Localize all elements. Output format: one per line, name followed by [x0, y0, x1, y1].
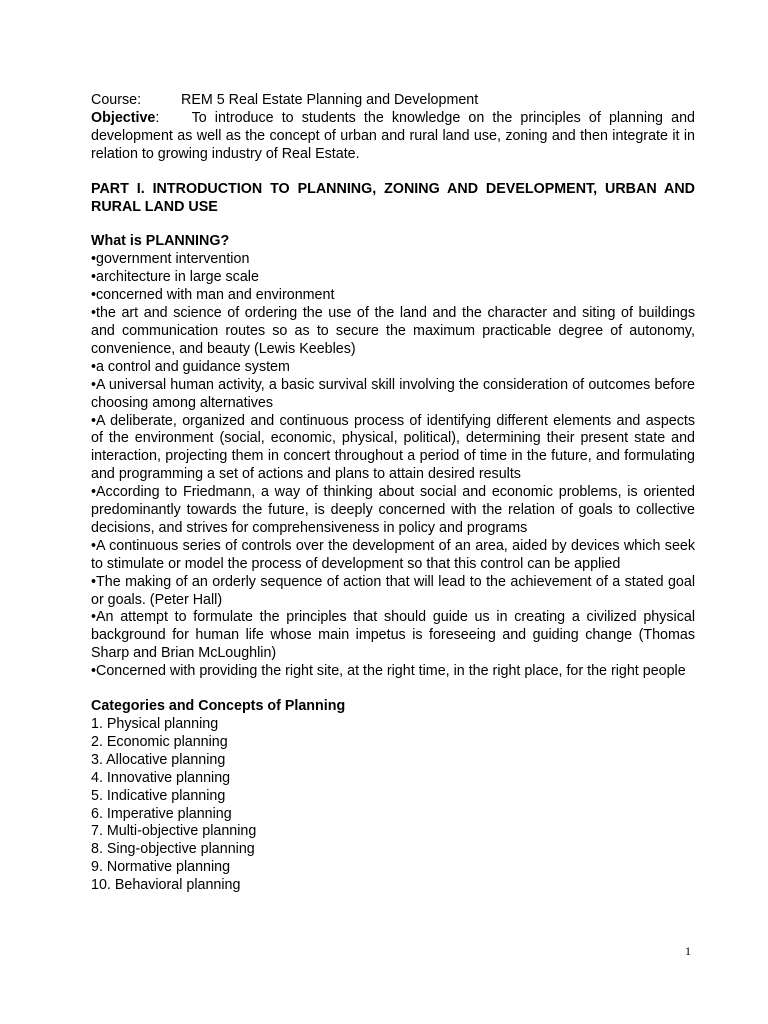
course-line: Course: REM 5 Real Estate Planning and Development [91, 92, 479, 108]
list-item: 8. Sing-objective planning [91, 841, 255, 858]
list-item: 5. Indicative planning [91, 787, 226, 804]
list-item: •architecture in large scale [91, 269, 259, 286]
objective-label: Objective [91, 109, 156, 126]
objective-paragraph: Objective: To introduce to students the knowledge on the principles of planning and development as well as the concept of urban and rural land use, zoning and then integrate it in relation to growing industry of Real Estate. [91, 109, 695, 162]
list-item: 7. Multi-objective planning [91, 823, 257, 840]
list-item: 2. Economic planning [91, 733, 228, 750]
list-item: •An attempt to formulate the principles that should guide us in creating a civilized physical background for human life whose main impetus is foreseeing and guiding change (Thomas Sharp and Brian McLoughlin) [91, 609, 695, 662]
planning-heading: What is PLANNING? [91, 233, 230, 250]
list-item: •The making of an orderly sequence of action that will lead to the achievement of a stated goal or goals. (Peter Hall) [91, 573, 695, 608]
list-item: •Concerned with providing the right site, at the right time, in the right place, for the right people [91, 663, 686, 680]
list-item: •A deliberate, organized and continuous process of identifying different elements and aspects of the environment (social, economic, physical, political), determining their present state and interaction, projecting them in concert throughout a period of time in the future, and formulating and programming a set of actions and plans to attain desired results [91, 412, 695, 483]
objective-text: To introduce to students the knowledge on the principles of planning and development as well as the concept of urban and rural land use, zoning and then integrate it in relation to growing industry of Real Estate. [91, 109, 695, 162]
list-item: •According to Friedmann, a way of thinking about social and economic problems, is oriented predominantly towards the future, is deeply concerned with the relation of goals to collective decisions, and strives for comprehensiveness in policy and programs [91, 484, 695, 536]
document-page [91, 92, 695, 895]
list-item: •government intervention [91, 251, 250, 268]
categories-heading: Categories and Concepts of Planning [91, 698, 346, 715]
list-item: •A continuous series of controls over the development of an area, aided by devices which seek to stimulate or model the process of development so that this control can be applied [91, 537, 695, 572]
page-number: 1 [685, 944, 691, 958]
course-value: REM 5 Real Estate Planning and Development [181, 92, 479, 108]
list-item: 9. Normative planning [91, 859, 231, 876]
list-item: 6. Imperative planning [91, 805, 232, 822]
list-item: •the art and science of ordering the use of the land and the character and siting of buildings and communication routes so as to secure the maximum practicable degree of autonomy, convenience, and beauty (Lewis Keebles) [91, 305, 695, 357]
list-item: 1. Physical planning [91, 716, 219, 732]
list-item: •A universal human activity, a basic survival skill involving the consideration of outcomes before choosing among alternatives [91, 376, 695, 411]
list-item: 10. Behavioral planning [91, 877, 241, 894]
planning-bullet-list [91, 251, 695, 681]
list-item: •concerned with man and environment [91, 287, 335, 304]
categories-list [91, 716, 695, 895]
list-item: 4. Innovative planning [91, 769, 231, 786]
part-heading: PART I. INTRODUCTION TO PLANNING, ZONING AND DEVELOPMENT, URBAN AND RURAL LAND USE [91, 180, 695, 215]
list-item: •a control and guidance system [91, 358, 290, 375]
list-item: 3. Allocative planning [91, 751, 226, 768]
course-label: Course [91, 92, 138, 108]
